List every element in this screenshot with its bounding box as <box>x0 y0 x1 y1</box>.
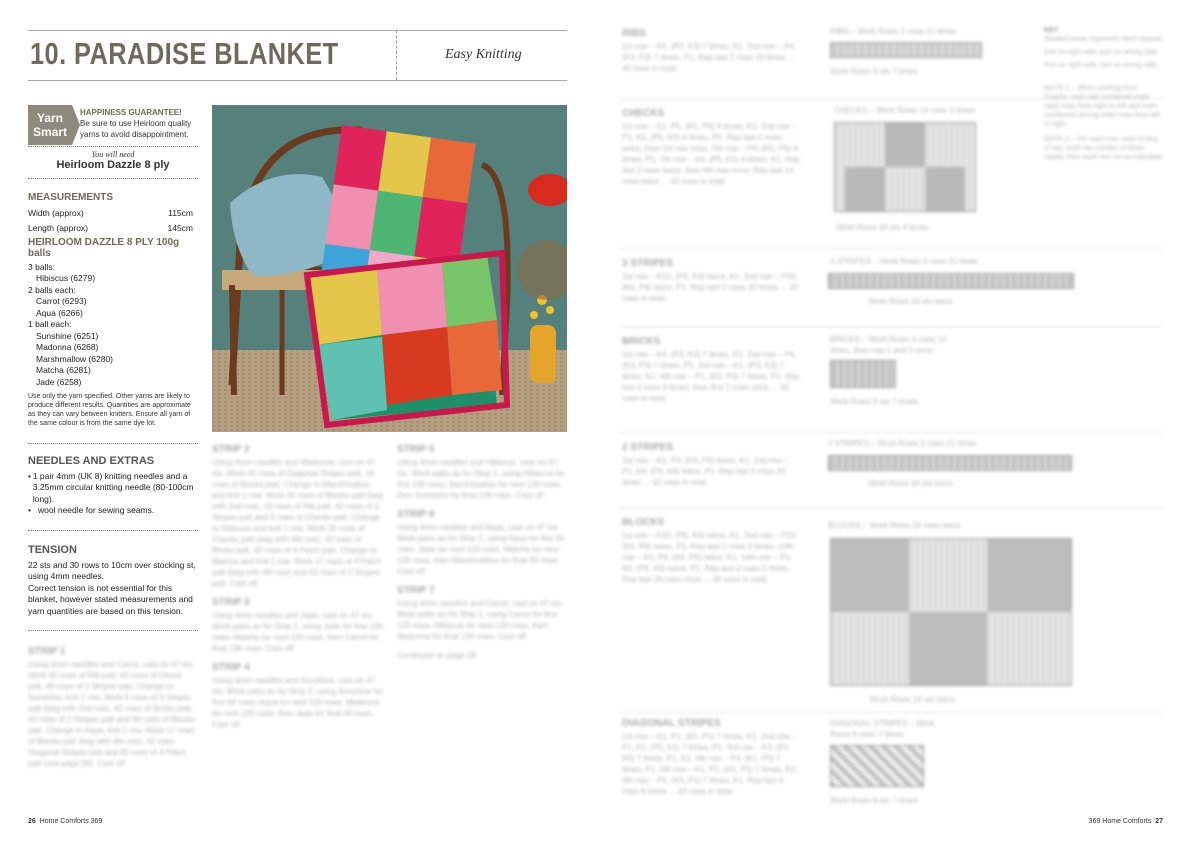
strip-instructions: Using 4mm needles and Jade, cast on 47 sts. Work patts as for Strip 1, using Jade for first 130 rows, Matcha for next 130 rows, then Carrot for final 130 rows. Cast off. <box>212 611 384 653</box>
chart-caption: Work Rows 10 sts twice <box>868 297 953 306</box>
strip-instructions: Using 4mm needles and Aqua, cast on 47 sts. Work patts as for Strip 2, using Aqua for first 64 rows, Jade for next 120 rows, Matcha for next 120 rows, then Marshmallow for final 60 rows. Cast off. <box>397 523 565 576</box>
ball-group: 1 ball each: <box>28 319 72 329</box>
chart-title: DIAGONAL STRIPES – Work Rows 6 rows 7 times <box>830 719 935 739</box>
chart-title: CHECKS – Work Rows 14 rows 3 times <box>834 106 976 115</box>
page-number: 26 <box>28 818 36 825</box>
yarn-smart-box <box>28 105 198 145</box>
magazine-name: 369 Home Comforts <box>1088 818 1152 825</box>
yarn-color: Marshmallow (6280) <box>36 353 113 364</box>
pattern-instructions: 1st row – K5, (P3, K3) 7 times, K1. 2nd row – P4, (K3, P3) 7 times, P1. Rep last 2 rows 20 times ... 42 rows in total. <box>622 42 797 73</box>
key-heading: KEY <box>1044 27 1059 34</box>
yarn-color: Hibiscus (6279) <box>36 273 96 283</box>
strip-heading: STRIP 4 <box>212 662 250 673</box>
chart-caption: Work Rows 10 sts twice <box>870 695 955 704</box>
key-note: NOTE 2 – For each row, work to beg of rep, work rep number of times stated, then work rem sts as indicated. <box>1044 136 1164 161</box>
divider <box>28 443 198 444</box>
strip-heading: STRIP 2 <box>212 444 250 455</box>
strip-instructions: Using 4mm needles and Sunshine, cast on 47 sts. Work patts as for Strip 2, using Sunshine for first 64 rows, Aqua for next 120 rows, Madonna for next 120 rows, then Jade for final 60 rows. Cast off. <box>212 676 384 729</box>
divider <box>28 630 198 631</box>
strip-instructions: Using 4mm needles and Carrot, cast on 47 sts. Work 42 rows of Rib patt, 42 rows of Check patt, 46 rows of 2 Stripes patt. Change to Sunshine, knit 1 row. Work 5 rows of 3 Stripes patt (beg with 2nd row), 42 rows of Bricks patt, 42 rows of 2 Stripes patt and 30 rows of Blocks patt. Change to Aqua, knit 1 row. Work 17 rows of Blocks patt (beg with 4th row), 42 rows Diagonal Stripes patt and 60 rows of 4 Patch patt (see page 28). Cast off. <box>28 660 195 768</box>
strip-2-4-column <box>212 436 384 730</box>
ribs-chart <box>830 42 982 58</box>
ribs-section <box>622 20 802 74</box>
you-will-need <box>28 150 198 171</box>
pattern-instructions: 1st row – K10, (P6, K4) twice, K1. 2nd row – P10, (K6, P4) twice, P1. Rep last 2 rows 20 times ... 42 rows in total. <box>622 272 799 303</box>
blocks-chart <box>830 538 1072 686</box>
chart-caption: Work Rows 6 sts 7 times <box>830 796 918 805</box>
strip-1-column <box>28 638 198 769</box>
page-number: 27 <box>1155 818 1163 825</box>
needle-item: 1 pair 4mm (UK 8) knitting needles and a 3.25mm circular knitting needle (80-100cm long). <box>32 470 194 504</box>
yarn-name: Heirloom Dazzle 8 ply <box>56 159 170 171</box>
tension-section <box>28 545 198 617</box>
divider <box>28 530 198 531</box>
yarn-color: Matcha (6281) <box>36 365 91 375</box>
chart-title: RIBS – Work Rows 2 rows 21 times <box>830 27 957 36</box>
chart-title: BRICKS – Work Rows 4 rows 10 times, then row 1 and 2 once <box>830 335 947 355</box>
yarn-color: Carrot (6293) <box>36 296 87 306</box>
divider <box>28 146 198 147</box>
tension-note: Correct tension is not essential for this blanket, however stated measurements and yarn quantities are based on this tension. <box>28 582 193 616</box>
strip-instructions: Using 4mm needles and Carrot, cast on 47 sts. Work patts as for Strip 1, using Carrot for first 120 rows, Hibiscus for next 120 rows, then Madonna for final 130 rows. Cast off. <box>397 599 564 641</box>
yarn-color: Aqua (6266) <box>36 307 83 318</box>
ball-group: 3 balls: <box>28 261 55 272</box>
key-section <box>1044 26 1164 162</box>
two-stripes-chart <box>828 455 1072 471</box>
pattern-heading: BRICKS <box>622 336 661 347</box>
key-item: Shaded areas represent stitch repeats <box>1044 36 1163 43</box>
chart-title: 3 STRIPES – Work Rows 2 rows 21 times <box>830 257 979 266</box>
two-stripes-section <box>622 434 802 488</box>
chart-caption: Work Rows 6 sts 7 times <box>830 67 918 76</box>
three-stripes-chart <box>828 273 1074 289</box>
needle-item: wool needle for sewing seams. <box>38 505 155 515</box>
pattern-instructions: 1st row – K4, (P3, K3) 7 times, K1. 2nd row – P4, (K3, P3) 7 times, P1. 3rd row – K1, (P3, K3) 7 times, K1. 4th row – P1, (K3, P3) 7 times, P1. Rep last 4 rows 9 times, then first 2 rows once ... 42 rows in total. <box>622 350 800 403</box>
chart-title: BLOCKS – Work Rows 24 rows twice <box>828 521 961 530</box>
length-label: Length (approx) <box>28 223 89 233</box>
diagonal-stripes-chart <box>830 745 924 787</box>
you-will-need-label: You will need <box>91 150 135 159</box>
magazine-name: Home Comforts 369 <box>39 818 103 825</box>
pattern-heading: RIBS <box>622 28 646 39</box>
yarn-smart-text <box>80 107 198 140</box>
bricks-section <box>622 328 802 404</box>
left-page <box>0 0 595 842</box>
pattern-instructions: 1st row – K1, P1, (K5, P1) 7 times, K1. 2nd row – P1, K1, (P5, K1) 7 times, P1. 3rd row – K3, (P1, K5) 7 times, P1, K1. 4th row – P4, (K1, P5) 7 times, P1. 5th row – K1, P1, (K5, P1) 7 times, K3. 6th row – P1, (K5, P1) 7 times, K1. Rep last 6 rows 6 times ... 42 rows in total. <box>622 732 798 796</box>
pattern-heading: BLOCKS <box>622 517 665 528</box>
pattern-heading: CHECKS <box>622 108 665 119</box>
yarn-smart-badge <box>28 105 72 145</box>
bricks-chart <box>830 360 896 388</box>
chart-caption: Work Rows 10 sts 4 times <box>836 223 929 232</box>
yarn-color: Sunshine (6251) <box>36 330 99 341</box>
yarn-smart-body: Be sure to use Heirloom quality yarns to avoid disappointment. <box>80 119 192 139</box>
needles-heading: NEEDLES AND EXTRAS <box>28 455 155 467</box>
blanket-photo <box>212 105 567 432</box>
width-label: Width (approx) <box>28 207 84 218</box>
strip-heading: STRIP 1 <box>28 646 66 657</box>
strip-heading: STRIP 5 <box>397 444 435 455</box>
measurements-section <box>28 192 198 428</box>
ball-group: 2 balls each: <box>28 284 76 295</box>
title-bottom-rule <box>28 80 567 81</box>
checks-section <box>622 100 802 187</box>
key-note: NOTE 1 – When working from Graphs, read odd numbered (right side) rows from right to left and even numbered (wrong side) rows from left to right. <box>1044 85 1160 128</box>
yarn-smart-heading: HAPPINESS GUARANTEE! <box>80 108 182 117</box>
strip-heading: STRIP 3 <box>212 597 250 608</box>
key-item: Knit on right side, purl on wrong side. <box>1044 49 1160 56</box>
chart-title: 2 STRIPES – Work Rows 2 rows 21 times <box>828 439 977 448</box>
measurements-heading: MEASUREMENTS <box>28 192 114 203</box>
strip-heading: STRIP 7 <box>397 585 435 596</box>
difficulty-label: Easy Knitting <box>445 47 522 62</box>
blanket-illustration <box>212 105 567 432</box>
pattern-instructions: 1st row – K1, P4, (K6, P6) twice, K1. 2nd row – P1, K4, (P6, K6) twice, P1. Rep last 2 rows 20 times ... 42 rows in total. <box>622 456 789 487</box>
yarn-color: Madonna (6268) <box>36 342 99 352</box>
checks-chart <box>834 122 976 212</box>
yarn-balls-heading: HEIRLOOM DAZZLE 8 PLY 100g balls <box>28 236 180 259</box>
strip-heading: STRIP 6 <box>397 509 435 520</box>
pattern-heading: DIAGONAL STRIPES <box>622 718 721 729</box>
title-divider <box>396 30 397 80</box>
pattern-instructions: 1st row – K1, P5, (K5, P5) 4 times, K1. 2nd row – P1, K5, (P5, K5) 4 times, P1. Rep last 2 rows twice, then 1st row once. 6th row – P6, (K5, P5) 4 times, P1. 7th row – K6, (P5, K5) 4 times, K1. Rep last 2 rows twice, then 6th row once. Rep last 14 rows twice ... 42 rows in total. <box>622 122 800 186</box>
badge-line-1: Yarn <box>36 111 63 125</box>
strip-instructions: Using 4mm needles and Madonna, cast on 47 sts. Work 42 rows of Diagonal Stripes patt, 16 rows of Blocks patt. Change to Marshmallow and knit 1 row. Work 26 rows of Blocks patt (beg with 2nd row), 42 rows of Rib patt, 42 rows of 3 Stripes patt and 6 rows of Checks patt. Change to Hibiscus and knit 1 row. Work 35 rows of Checks patt (beg with 4th row), 42 rows of Bricks patt, 42 rows of 4 Patch patt. Change to Matcha and knit 1 row. Work 17 rows of 4 Patch patt (beg with 4th row) and 42 rows of 2 Stripes patt. Cast off. <box>212 458 384 588</box>
length-value: 145cm <box>167 223 193 233</box>
tension-heading: TENSION <box>28 544 77 556</box>
divider <box>28 178 198 179</box>
pattern-heading: 2 STRIPES <box>622 442 674 453</box>
page-title: 10. PARADISE BLANKET <box>30 36 339 71</box>
yarn-color: Jade (6258) <box>36 376 82 387</box>
width-value: 115cm <box>168 207 193 218</box>
left-footer <box>28 818 102 825</box>
right-footer <box>1089 818 1163 825</box>
needles-section: NEEDLES AND EXTRAS • 1 pair 4mm (UK 8) knitting needles and a 3.25mm circular knitting needle (80-100cm long). • wool needle for sewing seams. <box>28 456 198 517</box>
diagonal-stripes-section <box>622 710 802 797</box>
blocks-section <box>622 509 802 585</box>
strip-instructions: Using 4mm needles and Hibiscus, cast on 47 sts. Work patts as for Strip 1, using Hibiscus for first 130 rows, Marshmallow for next 130 rows, then Sunshine for final 130 rows. Cast off. <box>397 458 565 500</box>
chart-caption: Work Rows 6 sts 7 times <box>830 397 918 406</box>
tension-text: 22 sts and 30 rows to 10cm over stocking st, using 4mm needles. <box>28 559 196 581</box>
continued-note: Continued on page 28 <box>397 651 476 660</box>
key-item: Purl on right side, knit on wrong side. <box>1044 62 1159 69</box>
pattern-instructions: 1st row – K10, (P6, K6) twice, K1. 2nd row – P10, (K6, P6) twice, P1. Rep last 2 rows 5 times. 13th row – K1, P6, (K6, P6) twice, K1. 14th row – P1, K6, (P6, K6) twice, P1. Rep last 2 rows 5 times. Rep last 24 rows once ... 48 rows in total. <box>622 531 798 584</box>
badge-line-2: Smart <box>32 125 67 139</box>
yarn-note: Use only the yarn specified. Other yarns are likely to produce different results. Quantities are approximate as they can vary between knitters. Ensure all yarn of the same colour is from the same dye lot. <box>28 393 191 427</box>
right-page <box>596 0 1191 842</box>
chart-caption: Work Rows 10 sts twice <box>868 479 953 488</box>
strip-5-7-column <box>397 436 567 661</box>
three-stripes-section <box>622 250 802 304</box>
pattern-heading: 3 STRIPES <box>622 258 674 269</box>
top-rule <box>28 30 567 31</box>
